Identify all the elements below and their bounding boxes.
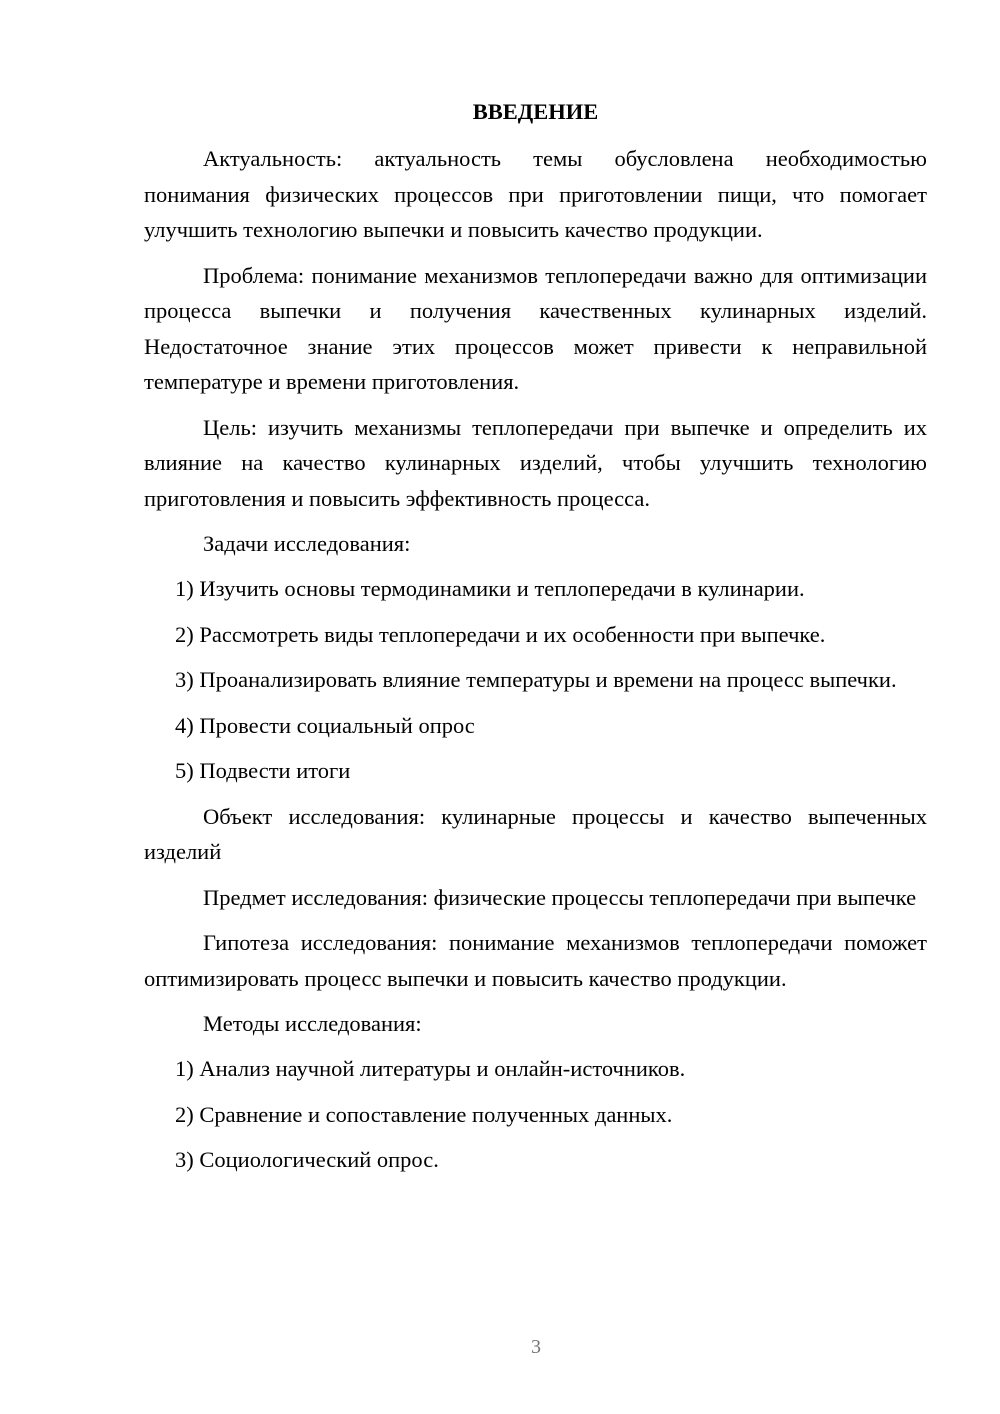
- page-content: [144, 94, 927, 1188]
- task-item: 5) Подвести итоги: [175, 758, 351, 783]
- problem-paragraph: Проблема: понимание механизмов теплопередачи важно для оптимизации процесса выпечки и получения качественных кулинарных изделий. Недостаточное знание этих процессов может привести к неправильной температуре и времени приготовления.: [144, 262, 927, 394]
- section-title: ВВЕДЕНИЕ: [472, 99, 599, 124]
- task-item: 4) Провести социальный опрос: [175, 712, 475, 738]
- method-item: 3) Социологический опрос.: [175, 1147, 439, 1172]
- object-paragraph: Объект исследования: кулинарные процессы и качество выпеченных изделий: [144, 803, 927, 864]
- method-item: 2) Сравнение и сопоставление полученных данных.: [175, 1101, 673, 1127]
- methods-heading: Методы исследования:: [203, 1011, 422, 1036]
- goal-paragraph: Цель: изучить механизмы теплопередачи при выпечке и определить их влияние на качество кулинарных изделий, чтобы улучшить технологию приготовления и повысить эффективность процесса.: [144, 414, 927, 511]
- task-item: 3) Проанализировать влияние температуры и времени на процесс выпечки.: [175, 667, 897, 692]
- task-item: 2) Рассмотреть виды теплопередачи и их особенности при выпечке.: [175, 621, 826, 647]
- hypothesis-paragraph: Гипотеза исследования: понимание механизмов теплопередачи поможет оптимизировать процесс выпечки и повысить качество продукции.: [144, 930, 927, 991]
- subject-paragraph: Предмет исследования: физические процессы теплопередачи при выпечке: [203, 884, 917, 910]
- task-item: 1) Изучить основы термодинамики и теплопередачи в кулинарии.: [175, 576, 805, 601]
- tasks-heading: Задачи исследования:: [203, 531, 411, 556]
- method-item: 1) Анализ научной литературы и онлайн-источников.: [175, 1056, 686, 1081]
- page-number: 3: [531, 1336, 541, 1358]
- relevance-paragraph: Актуальность: актуальность темы обусловлена необходимостью понимания физических процессов при приготовлении пищи, что помогает улучшить технологию выпечки и повысить качество продукции.: [144, 146, 927, 242]
